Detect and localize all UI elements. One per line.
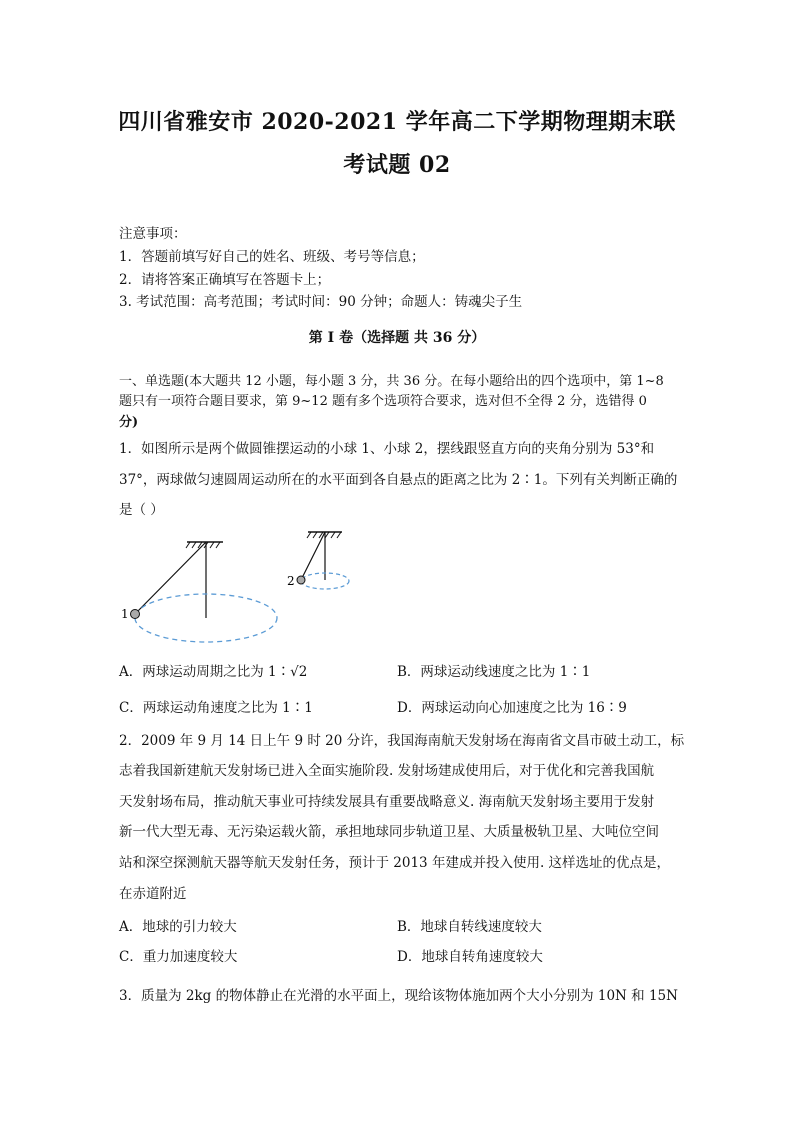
q1-option-d: D．两球运动向心加速度之比为 16∶9 bbox=[397, 700, 627, 716]
q2-line: 站和深空探测航天器等航天发射任务，预计于 2013 年建成并投入使用. 这样选址的优点是， bbox=[119, 855, 671, 871]
notes-item: 3. 考试范围：高考范围；考试时间：90 分钟；命题人：铸魂尖子生 bbox=[119, 294, 523, 310]
q2-line: 天发射场布局，推动航天事业可持续发展具有重要战略意义. 海南航天发射场主要用于发射 bbox=[119, 794, 655, 810]
q3-line: 3．质量为 2kg 的物体静止在光滑的水平面上，现给该物体施加两个大小分别为 10N 和 15N bbox=[119, 988, 678, 1004]
q2-line: 志着我国新建航天发射场已进入全面实施阶段. 发射场建成使用后，对于优化和完善我国航 bbox=[119, 763, 655, 779]
q1-line: 是（ ） bbox=[119, 502, 164, 518]
part1-line: 一、单选题(本大题共 12 小题，每小题 3 分，共 36 分。在每小题给出的四个选项中，第 1~8 bbox=[119, 374, 664, 389]
notes-heading: 注意事项： bbox=[119, 226, 187, 242]
q1-option-c: C．两球运动角速度之比为 1∶1 bbox=[119, 700, 313, 716]
ball-2-label: 2 bbox=[287, 574, 295, 588]
ball-1-label: 1 bbox=[121, 607, 129, 621]
title-line-2: 考试题 02 bbox=[343, 152, 451, 178]
part1-line: 分) bbox=[119, 415, 139, 430]
q2-option-c: C．重力加速度较大 bbox=[119, 949, 238, 965]
q2-line: 2．2009 年 9 月 14 日上午 9 时 20 分许，我国海南航天发射场在海南省文昌市破土动工，标 bbox=[119, 733, 685, 749]
q2-option-b: B．地球自转线速度较大 bbox=[397, 919, 542, 935]
q2-line: 新一代大型无毒、无污染运载火箭，承担地球同步轨道卫星、大质量极轨卫星、大吨位空间 bbox=[119, 824, 659, 840]
cone-pendulum-figure bbox=[115, 520, 365, 650]
q1-line: 37°，两球做匀速圆周运动所在的水平面到各自悬点的距离之比为 2∶1。下列有关判断正确的 bbox=[119, 472, 678, 488]
notes-item: 2．请将答案正确填写在答题卡上； bbox=[119, 272, 331, 288]
q2-option-d: D．地球自转角速度较大 bbox=[397, 949, 543, 965]
title-line-1: 四川省雅安市 2020-2021 学年高二下学期物理期末联 bbox=[118, 109, 676, 135]
q1-option-b: B．两球运动线速度之比为 1∶1 bbox=[397, 664, 591, 680]
section-title: 第 I 卷（选择题 共 36 分） bbox=[308, 330, 486, 346]
q2-option-a: A．地球的引力较大 bbox=[119, 919, 237, 935]
q1-line: 1．如图所示是两个做圆锥摆运动的小球 1、小球 2，摆线跟竖直方向的夹角分别为 53°和 bbox=[119, 441, 655, 457]
pendulum-1 bbox=[121, 542, 277, 642]
q2-line: 在赤道附近 bbox=[119, 886, 187, 902]
pendulum-2 bbox=[287, 532, 349, 589]
part1-line: 题只有一项符合题目要求，第 9~12 题有多个选项符合要求，选对但不全得 2 分，选错得 0 bbox=[119, 394, 647, 409]
notes-item: 1．答题前填写好自己的姓名、班级、考号等信息； bbox=[119, 249, 425, 265]
q1-option-a: A．两球运动周期之比为 1∶√2 bbox=[119, 664, 308, 680]
